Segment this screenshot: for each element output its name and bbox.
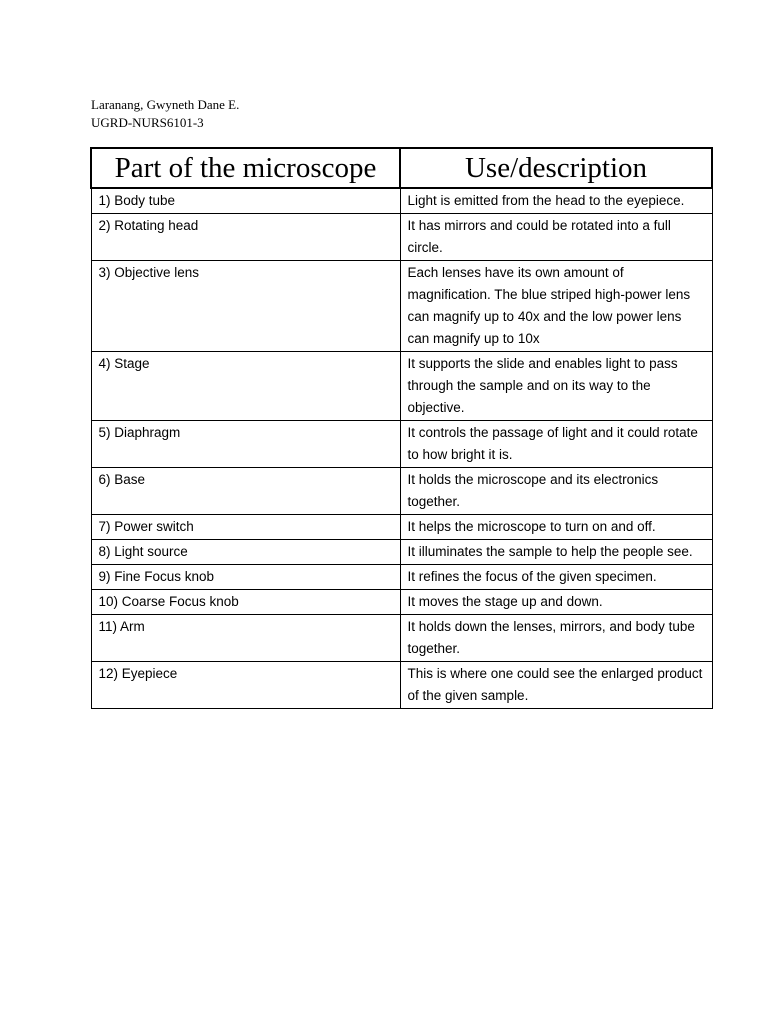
table-row	[91, 565, 712, 590]
column-header-description: Use/description	[400, 148, 712, 188]
description-cell: It holds the microscope and its electronics together.	[400, 468, 712, 515]
table-row	[91, 615, 712, 662]
description-cell: It helps the microscope to turn on and off.	[400, 515, 712, 540]
part-cell: 10) Coarse Focus knob	[91, 590, 400, 615]
description-cell: It refines the focus of the given specimen.	[400, 565, 712, 590]
description-cell: It illuminates the sample to help the people see.	[400, 540, 712, 565]
description-cell: Each lenses have its own amount of magnification. The blue striped high-power lens can magnify up to 40x and the low power lens can magnify up to 10x	[400, 261, 712, 352]
course-code: UGRD-NURS6101-3	[91, 115, 204, 130]
table-row	[91, 421, 712, 468]
description-cell: This is where one could see the enlarged product of the given sample.	[400, 662, 712, 709]
part-cell: 3) Objective lens	[91, 261, 400, 352]
description-cell: Light is emitted from the head to the eyepiece.	[400, 188, 712, 214]
part-cell: 9) Fine Focus knob	[91, 565, 400, 590]
microscope-parts-table	[90, 147, 713, 709]
table-header-row	[91, 148, 712, 188]
part-cell: 2) Rotating head	[91, 214, 400, 261]
table-row	[91, 214, 712, 261]
table-row	[91, 352, 712, 421]
table-row	[91, 188, 712, 214]
description-cell: It controls the passage of light and it could rotate to how bright it is.	[400, 421, 712, 468]
student-name: Laranang, Gwyneth Dane E.	[91, 97, 240, 112]
table-row	[91, 662, 712, 709]
part-cell: 12) Eyepiece	[91, 662, 400, 709]
table-row	[91, 540, 712, 565]
column-header-part: Part of the microscope	[91, 148, 400, 188]
part-cell: 4) Stage	[91, 352, 400, 421]
description-cell: It moves the stage up and down.	[400, 590, 712, 615]
part-cell: 11) Arm	[91, 615, 400, 662]
part-cell: 8) Light source	[91, 540, 400, 565]
part-cell: 7) Power switch	[91, 515, 400, 540]
table-row	[91, 468, 712, 515]
part-cell: 5) Diaphragm	[91, 421, 400, 468]
table-row	[91, 261, 712, 352]
table-row	[91, 590, 712, 615]
description-cell: It holds down the lenses, mirrors, and body tube together.	[400, 615, 712, 662]
document-header	[91, 96, 239, 132]
part-cell: 6) Base	[91, 468, 400, 515]
description-cell: It has mirrors and could be rotated into a full circle.	[400, 214, 712, 261]
part-cell: 1) Body tube	[91, 188, 400, 214]
description-cell: It supports the slide and enables light to pass through the sample and on its way to the objective.	[400, 352, 712, 421]
table-row	[91, 515, 712, 540]
